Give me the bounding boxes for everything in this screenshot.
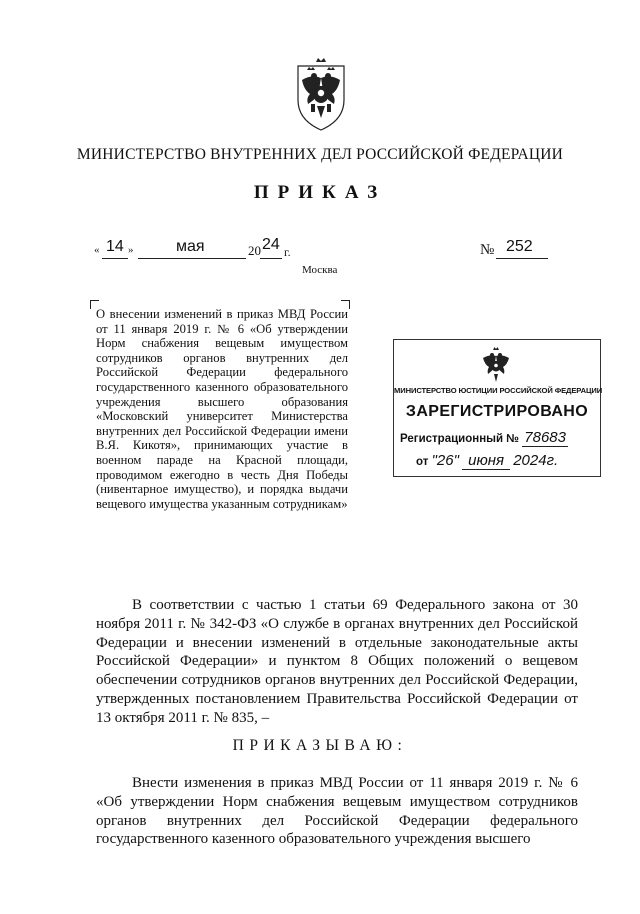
stamp-date-month: июня	[462, 452, 510, 470]
date-month: мая	[176, 238, 205, 255]
stamp-registered: ЗАРЕГИСТРИРОВАНО	[405, 403, 589, 420]
coat-of-arms-icon	[292, 56, 350, 132]
order-number: 252	[506, 238, 533, 255]
decree-paragraph: Внести изменения в приказ МВД России от 11 января 2019 г. № 6 «Об утверждении Норм снабжения вещевым имуществом сотрудников органов внутренних дел Российской Федерации федерального государственного казенного образовательного учреждения высшего	[96, 775, 578, 848]
registration-stamp	[393, 339, 601, 477]
stamp-date-prefix: от	[416, 456, 429, 468]
stamp-date-day: "26"	[431, 452, 459, 469]
stamp-date-line	[416, 452, 558, 469]
subject-text: О внесении изменений в приказ МВД России от 11 января 2019 г. № 6 «Об утверждении Норм снабжения вещевым имуществом сотрудников органов внутренних дел Российской Федерации федерального государственного казенного образовательного учреждения высшего образования «Московский университет Министерства внутренних дел Российской Федерации имени В.Я. Кикотя», принимающих участие в военном параде на Красной площади, проводимом ежегодно в честь Дня Победы (нивентарное имущество), и порядка выдачи вещевого имущества указанным сотрудникам»	[96, 307, 348, 511]
date-year-underline	[260, 258, 282, 259]
preamble-paragraph: В соответствии с частью 1 статьи 69 Федерального закона от 30 ноября 2011 г. № 342-ФЗ «О службе в органах внутренних дел Российской Федерации и внесении изменений в отдельные законодательные акты Российской Федерации» и пунктом 8 Общих положений о вещевом обеспечении сотрудников органов внутренних дел Российской Федерации, утвержденных постановлением Правительства Российской Федерации от 13 октября 2011 г. № 835, –	[96, 597, 578, 726]
date-month-underline	[138, 258, 246, 259]
date-year-prefix: 20	[248, 243, 261, 258]
stamp-emblem-icon	[480, 346, 512, 384]
city: Москва	[302, 264, 338, 276]
stamp-reg-label: Регистрационный №	[400, 433, 520, 445]
stamp-reg-number: 78683	[524, 429, 566, 446]
decree-heading: ПРИКАЗЫВАЮ:	[232, 737, 408, 754]
document-type: ПРИКАЗ	[253, 182, 387, 203]
stamp-ministry: МИНИСТЕРСТВО ЮСТИЦИИ РОССИЙСКОЙ ФЕДЕРАЦИИ	[394, 386, 603, 395]
stamp-registration-line	[400, 429, 568, 446]
date-year-abbr: г.	[284, 245, 291, 259]
number-sign: №	[480, 242, 495, 258]
stamp-date-year: 2024г.	[513, 452, 559, 469]
date-open-quote: «	[94, 244, 100, 256]
order-number-underline	[496, 258, 548, 259]
date-day: 14	[106, 238, 124, 255]
date-close-quote: »	[128, 244, 134, 256]
date-year-suffix: 24	[262, 236, 280, 253]
date-day-underline	[102, 258, 128, 259]
ministry-name: МИНИСТЕРСТВО ВНУТРЕННИХ ДЕЛ РОССИЙСКОЙ ФЕДЕРАЦИИ	[76, 146, 564, 163]
